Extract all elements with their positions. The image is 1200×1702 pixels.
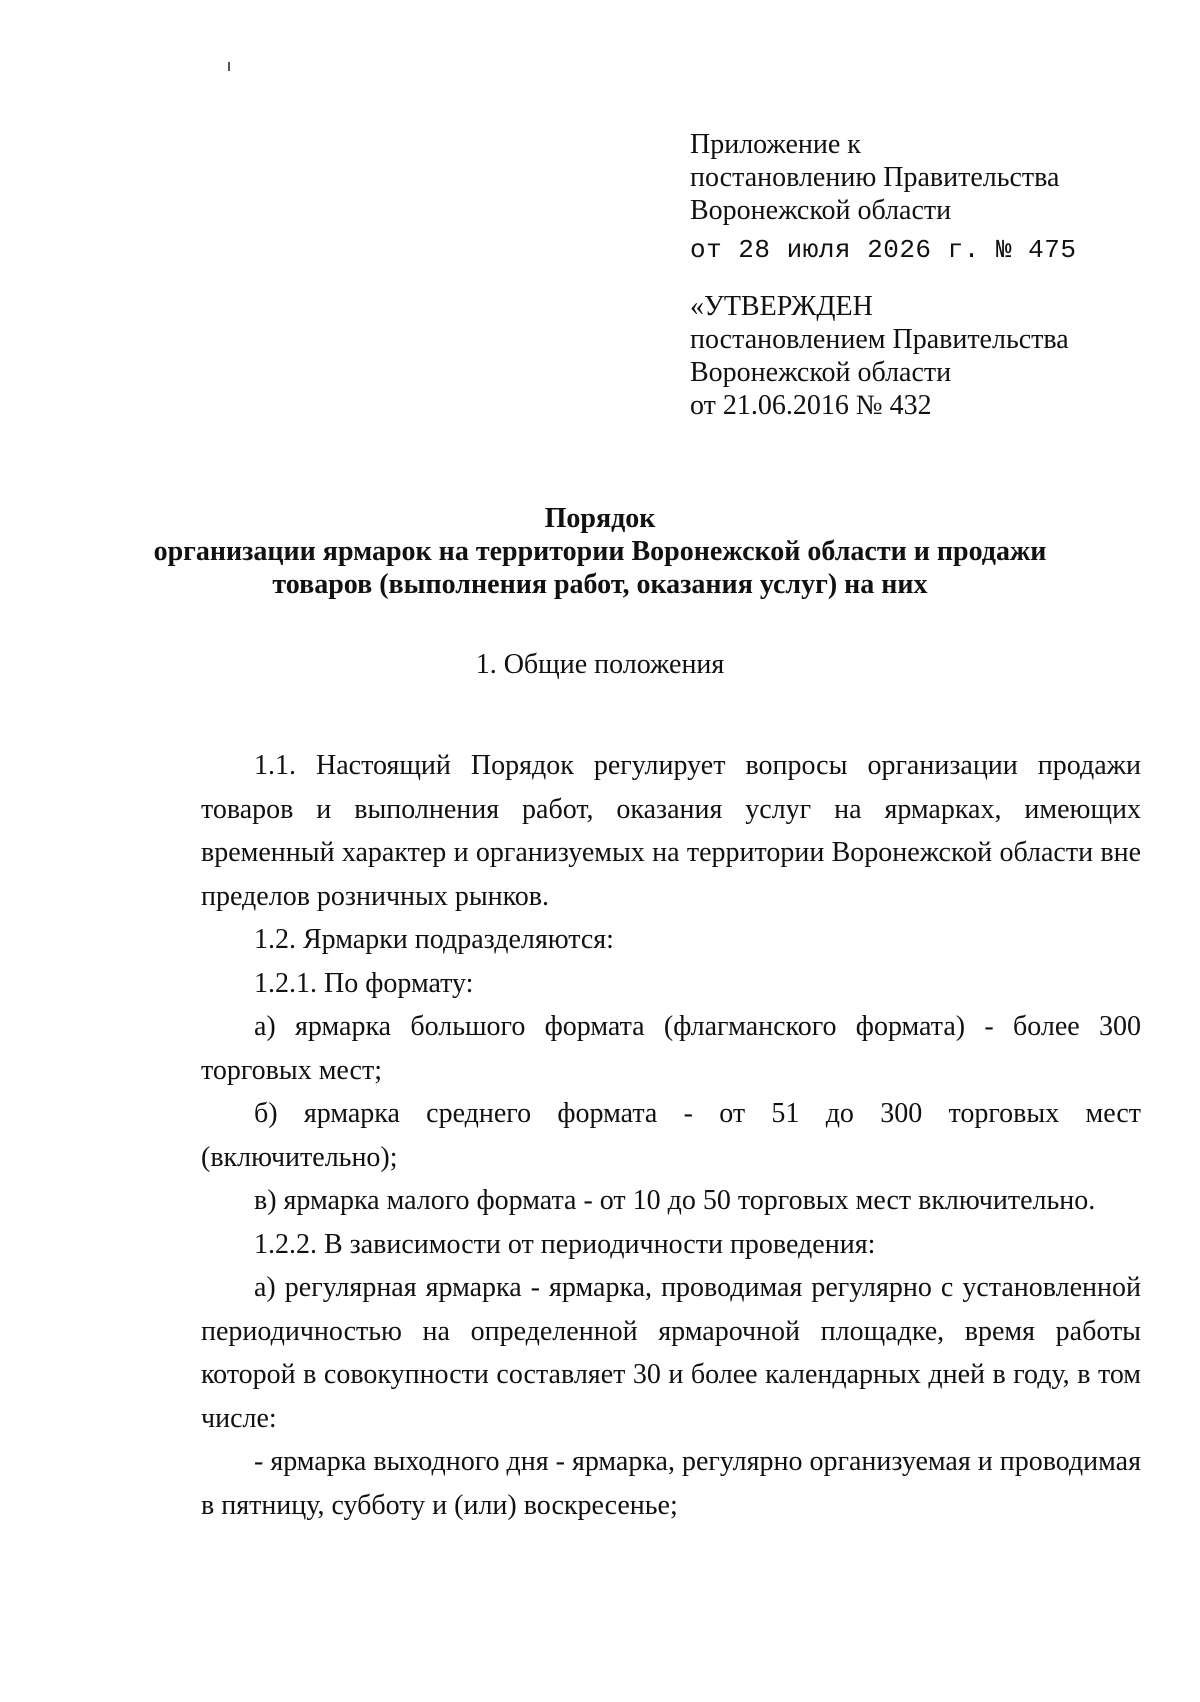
appendix-line: Приложение к [690, 129, 861, 160]
paragraph: 1.2.1. По формату: [254, 967, 474, 999]
heading-title: Порядок [544, 503, 656, 534]
document-heading [150, 502, 1050, 601]
heading-subtitle-line: организации ярмарок на территории Воронежской области и продажи [153, 536, 1047, 567]
approved-line: постановлением Правительства [690, 324, 1069, 355]
approved-line: «УТВЕРЖДЕН [690, 291, 873, 322]
paragraph: в) ярмарка малого формата - от 10 до 50 торговых мест включительно. [254, 1185, 1096, 1216]
approved-date-number: от 21.06.2016 № 432 [690, 390, 932, 421]
section-title: 1. Общие положения [475, 649, 725, 680]
paragraph: а) ярмарка большого формата (флагманского формата) - более 300 торговых мест; [201, 1011, 1141, 1086]
appendix-date-number: от 28 июля 2026 г. № 475 [690, 235, 1077, 265]
paragraph: 1.2.2. В зависимости от периодичности проведения: [254, 1228, 876, 1260]
paragraph: 1.1. Настоящий Порядок регулирует вопросы организации продажи товаров и выполнения работ, оказания услуг на ярмарках, имеющих временный характер и организуемых на территории Воронежской области вне пределов розничных рынков. [201, 750, 1141, 912]
approved-line: Воронежской области [690, 357, 952, 388]
paragraph: 1.2. Ярмарки подразделяются: [254, 924, 614, 955]
paragraph: - ярмарка выходного дня - ярмарка, регулярно организуемая и проводимая в пятницу, субботу и (или) воскресенье; [201, 1446, 1141, 1521]
appendix-line: постановлению Правительства [690, 162, 1060, 193]
document-body [201, 744, 1141, 1527]
scan-mark [228, 62, 230, 71]
appendix-line: Воронежской области [690, 195, 952, 226]
approved-block [690, 290, 1160, 422]
heading-subtitle-line: товаров (выполнения работ, оказания услуг) на них [272, 569, 928, 600]
appendix-block [690, 128, 1160, 267]
paragraph: а) регулярная ярмарка - ярмарка, проводимая регулярно с установленной периодичностью на определенной ярмарочной площадке, время работы которой в совокупности составляет 30 и более календарных дней в году, в том числе: [201, 1272, 1141, 1434]
paragraph: б) ярмарка среднего формата - от 51 до 300 торговых мест (включительно); [201, 1098, 1141, 1173]
